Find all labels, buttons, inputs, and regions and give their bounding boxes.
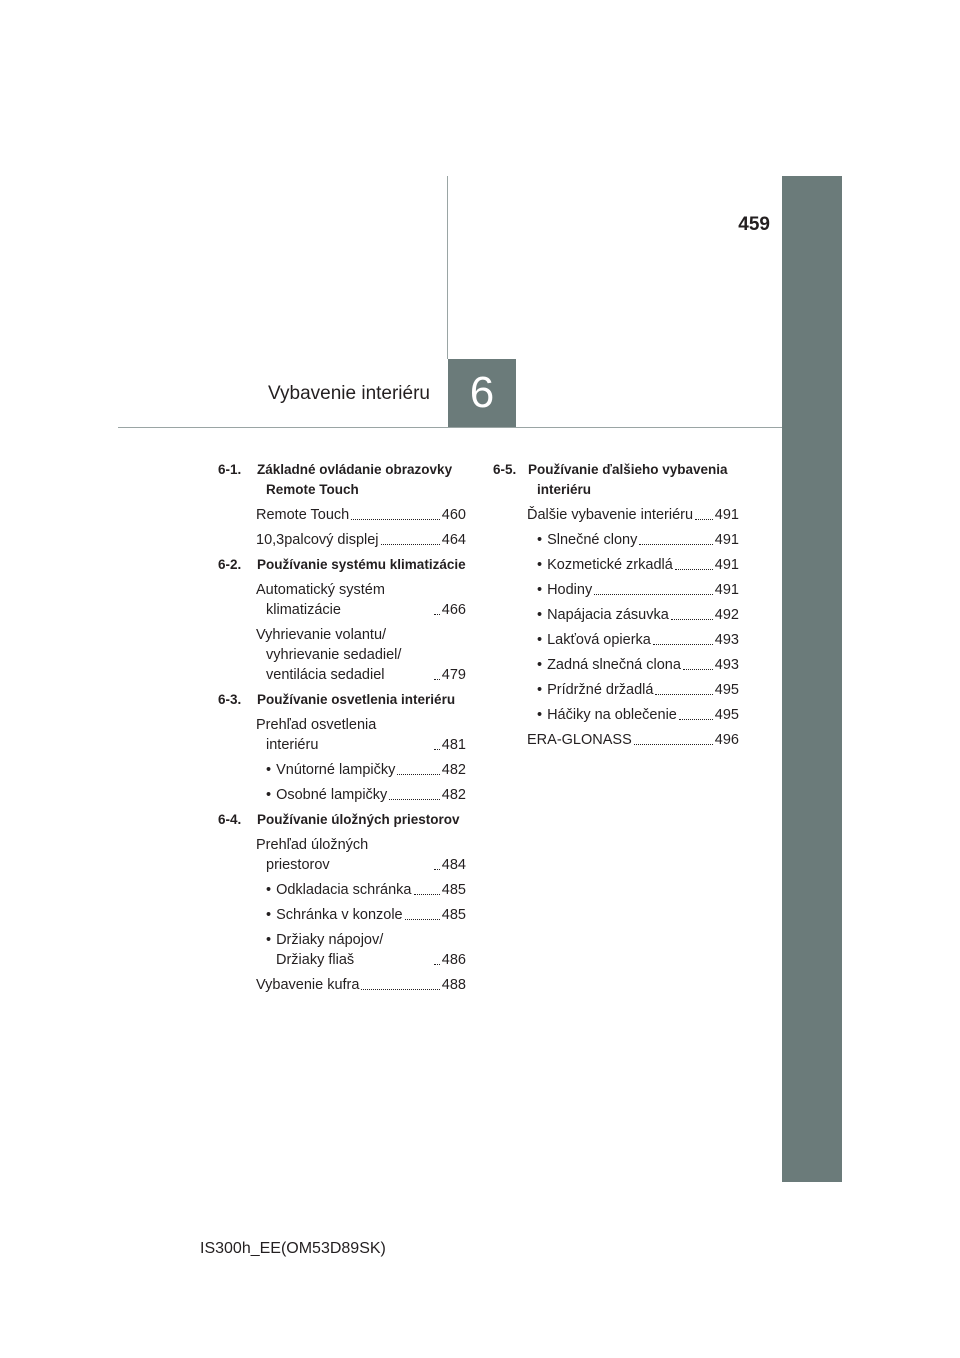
bullet-icon: • (266, 762, 272, 778)
toc-subentry[interactable] (493, 580, 739, 600)
toc-subentry[interactable] (493, 630, 739, 650)
toc-left-column (218, 460, 466, 1000)
toc-subentry[interactable] (218, 905, 466, 925)
entry-label-wrap (266, 905, 403, 925)
dot-leader (683, 669, 713, 670)
entry-label: Vnútorné lampičky (276, 762, 396, 778)
bullet-icon: • (537, 557, 543, 573)
entry-label-wrap (537, 655, 681, 675)
entry-page-number: 482 (441, 787, 466, 803)
section-title[interactable]: Používanie úložných priestorov (257, 812, 460, 827)
entry-label-wrap (256, 530, 379, 550)
dot-leader (397, 774, 439, 775)
entry-page-number: 496 (714, 732, 739, 748)
entry-page-number: 491 (714, 582, 739, 598)
entry-label: ERA-GLONASS (527, 732, 632, 748)
entry-label-wrap (537, 530, 637, 550)
entry-label-wrap (256, 835, 432, 875)
dot-leader (695, 519, 713, 520)
entry-page-number: 495 (714, 707, 739, 723)
entry-label-wrap (256, 625, 432, 685)
entry-label: Zadná slnečná clona (547, 657, 681, 673)
toc-section (218, 810, 466, 830)
toc-section (218, 555, 466, 575)
entry-page-number: 492 (714, 607, 739, 623)
toc-right-column (493, 460, 739, 755)
toc-subentry[interactable] (493, 605, 739, 625)
entry-label-wrap (266, 930, 432, 970)
toc-subentry[interactable] (493, 680, 739, 700)
dot-leader (653, 644, 713, 645)
toc-section (218, 690, 466, 710)
dot-leader (434, 749, 440, 750)
entry-label-wrap (266, 880, 412, 900)
dot-leader (434, 679, 440, 680)
entry-page-number: 481 (441, 737, 466, 753)
chapter-number-box (448, 359, 516, 427)
dot-leader (671, 619, 713, 620)
dot-leader (405, 919, 440, 920)
entry-page-number: 491 (714, 557, 739, 573)
entry-page-number: 460 (441, 507, 466, 523)
entry-label: Háčiky na oblečenie (547, 707, 677, 723)
toc-subentry[interactable] (218, 930, 466, 970)
entry-label: 10,3palcový displej (256, 532, 379, 548)
dot-leader (381, 544, 440, 545)
section-number: 6-1. (218, 462, 242, 477)
toc-entry[interactable] (493, 730, 739, 750)
entry-label: Prehľad osvetlenia interiéru (256, 717, 377, 753)
bullet-icon: • (266, 932, 272, 948)
chapter-title: Vybavenie interiéru (268, 383, 430, 404)
chapter-number: 6 (469, 368, 495, 417)
entry-label-wrap (256, 975, 359, 995)
toc-subentry[interactable] (218, 785, 466, 805)
toc-subentry[interactable] (493, 530, 739, 550)
entry-label-wrap (537, 555, 673, 575)
entry-label: Slnečné clony (547, 532, 638, 548)
entry-label-wrap (537, 705, 677, 725)
entry-label: Osobné lampičky (276, 787, 388, 803)
entry-label: Držiaky nápojov/ Držiaky fliaš (276, 932, 384, 968)
document-code: IS300h_EE(OM53D89SK) (200, 1240, 386, 1257)
toc-entry[interactable] (493, 505, 739, 525)
entry-label: Automatický systém klimatizácie (256, 582, 385, 618)
dot-leader (414, 894, 440, 895)
entry-page-number: 464 (441, 532, 466, 548)
bullet-icon: • (537, 632, 543, 648)
section-title[interactable]: Používanie systému klimatizácie (257, 557, 466, 572)
toc-entry[interactable] (218, 975, 466, 995)
entry-page-number: 488 (441, 977, 466, 993)
toc-subentry[interactable] (218, 880, 466, 900)
entry-page-number: 495 (714, 682, 739, 698)
header-vertical-rule (447, 176, 448, 359)
entry-label: Lakťová opierka (547, 632, 651, 648)
bullet-icon: • (537, 657, 543, 673)
entry-label-wrap (537, 630, 651, 650)
bullet-icon: • (266, 907, 272, 923)
entry-label-wrap (256, 580, 432, 620)
entry-page-number: 493 (714, 657, 739, 673)
bullet-icon: • (537, 532, 543, 548)
dot-leader (434, 869, 440, 870)
entry-label-wrap (256, 505, 349, 525)
toc-section (493, 460, 739, 500)
toc-section (218, 460, 466, 500)
dot-leader (675, 569, 713, 570)
bullet-icon: • (537, 682, 543, 698)
dot-leader (434, 614, 440, 615)
bullet-icon: • (266, 787, 272, 803)
entry-label: Schránka v konzole (276, 907, 403, 923)
entry-label: Prídržné držadlá (547, 682, 654, 698)
dot-leader (679, 719, 713, 720)
toc-subentry[interactable] (218, 760, 466, 780)
dot-leader (655, 694, 712, 695)
dot-leader (389, 799, 440, 800)
section-number: 6-3. (218, 692, 242, 707)
dot-leader (594, 594, 713, 595)
toc-entry[interactable] (218, 625, 466, 685)
section-title[interactable]: Používanie ďalšieho vybavenia interiéru (528, 462, 728, 497)
entry-page-number: 479 (441, 667, 466, 683)
dot-leader (639, 544, 712, 545)
entry-label-wrap (537, 605, 669, 625)
toc-entry[interactable] (218, 835, 466, 875)
bullet-icon: • (266, 882, 272, 898)
entry-label: Odkladacia schránka (276, 882, 412, 898)
entry-page-number: 485 (441, 907, 466, 923)
chapter-side-tab (782, 176, 842, 1182)
toc-entry[interactable] (218, 580, 466, 620)
entry-page-number: 484 (441, 857, 466, 873)
dot-leader (351, 519, 440, 520)
entry-label-wrap (537, 580, 592, 600)
entry-label-wrap (266, 760, 395, 780)
toc-entry[interactable] (218, 505, 466, 525)
dot-leader (634, 744, 713, 745)
entry-label: Prehľad úložných priestorov (256, 837, 369, 873)
section-title[interactable]: Základné ovládanie obrazovky Remote Touch (257, 462, 453, 497)
entry-page-number: 493 (714, 632, 739, 648)
page-number: 459 (738, 214, 770, 235)
entry-page-number: 491 (714, 507, 739, 523)
entry-label: Napájacia zásuvka (547, 607, 669, 623)
entry-page-number: 466 (441, 602, 466, 618)
entry-label-wrap (527, 505, 693, 525)
entry-label: Ďalšie vybavenie interiéru (527, 507, 694, 523)
entry-label-wrap (256, 715, 432, 755)
section-number: 6-4. (218, 812, 242, 827)
entry-label: Hodiny (547, 582, 593, 598)
section-title[interactable]: Používanie osvetlenia interiéru (257, 692, 456, 707)
dot-leader (361, 989, 439, 990)
section-number: 6-5. (493, 462, 517, 477)
toc-entry[interactable] (218, 715, 466, 755)
entry-page-number: 482 (441, 762, 466, 778)
toc-subentry[interactable] (493, 705, 739, 725)
toc-entry[interactable] (218, 530, 466, 550)
entry-label-wrap (266, 785, 387, 805)
entry-page-number: 485 (441, 882, 466, 898)
entry-label-wrap (527, 730, 632, 750)
entry-label: Vyhrievanie volantu/ vyhrievanie sedadiel/ ventilácia sedadiel (256, 627, 402, 683)
dot-leader (434, 964, 440, 965)
entry-label: Vybavenie kufra (256, 977, 360, 993)
bullet-icon: • (537, 582, 543, 598)
header-horizontal-rule (118, 427, 782, 428)
toc-subentry[interactable] (493, 555, 739, 575)
bullet-icon: • (537, 707, 543, 723)
entry-label-wrap (537, 680, 653, 700)
section-number: 6-2. (218, 557, 242, 572)
entry-label: Remote Touch (256, 507, 350, 523)
toc-subentry[interactable] (493, 655, 739, 675)
bullet-icon: • (537, 607, 543, 623)
entry-page-number: 486 (441, 952, 466, 968)
entry-page-number: 491 (714, 532, 739, 548)
entry-label: Kozmetické zrkadlá (547, 557, 673, 573)
